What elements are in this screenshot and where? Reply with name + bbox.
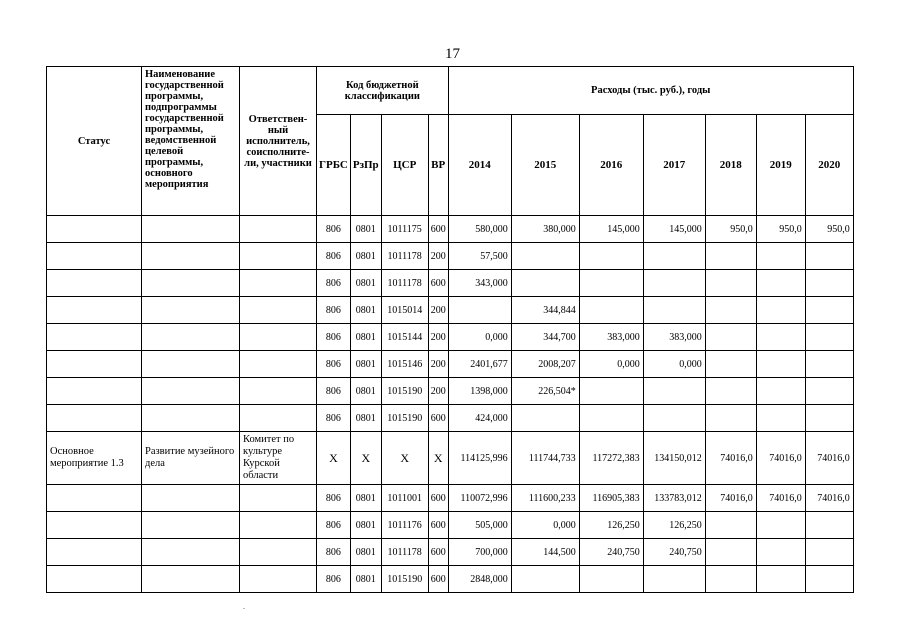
cell-amount — [511, 270, 579, 297]
cell-status — [47, 243, 142, 270]
cell-amount: 2848,000 — [448, 566, 511, 593]
cell-grbs: 806 — [317, 405, 351, 432]
cell-rzpr: 0801 — [350, 270, 381, 297]
cell-csr: 1011178 — [381, 270, 428, 297]
cell-grbs: X — [317, 432, 351, 485]
cell-status — [47, 405, 142, 432]
cell-program-name — [142, 539, 240, 566]
cell-rzpr: 0801 — [350, 485, 381, 512]
cell-amount — [643, 566, 705, 593]
cell-program-name — [142, 405, 240, 432]
cell-rzpr: 0801 — [350, 512, 381, 539]
cell-vr: 200 — [428, 324, 448, 351]
table-row — [47, 297, 854, 324]
cell-amount — [805, 351, 853, 378]
cell-grbs: 806 — [317, 270, 351, 297]
cell-amount — [756, 351, 805, 378]
cell-status — [47, 566, 142, 593]
cell-amount: 580,000 — [448, 216, 511, 243]
cell-vr: 200 — [428, 351, 448, 378]
cell-amount — [805, 270, 853, 297]
cell-amount — [756, 297, 805, 324]
cell-amount: 240,750 — [643, 539, 705, 566]
cell-amount — [705, 297, 756, 324]
scan-speck — [243, 608, 245, 609]
cell-vr: 200 — [428, 378, 448, 405]
cell-program-name — [142, 512, 240, 539]
cell-amount — [705, 270, 756, 297]
cell-executor — [240, 512, 317, 539]
cell-amount: 700,000 — [448, 539, 511, 566]
cell-amount: 950,0 — [756, 216, 805, 243]
cell-amount: 424,000 — [448, 405, 511, 432]
cell-amount: 117272,383 — [579, 432, 643, 485]
cell-amount — [805, 405, 853, 432]
cell-csr: 1011176 — [381, 512, 428, 539]
cell-rzpr: 0801 — [350, 378, 381, 405]
cell-executor — [240, 243, 317, 270]
cell-amount — [756, 512, 805, 539]
cell-amount — [705, 405, 756, 432]
cell-executor — [240, 216, 317, 243]
cell-csr: 1015190 — [381, 566, 428, 593]
page-number: 17 — [445, 46, 460, 62]
cell-rzpr: X — [350, 432, 381, 485]
cell-amount: 134150,012 — [643, 432, 705, 485]
cell-amount — [579, 243, 643, 270]
cell-status — [47, 512, 142, 539]
cell-csr: 1011001 — [381, 485, 428, 512]
cell-program-name — [142, 243, 240, 270]
cell-amount: 126,250 — [579, 512, 643, 539]
cell-rzpr: 0801 — [350, 566, 381, 593]
cell-status — [47, 324, 142, 351]
cell-amount: 2008,207 — [511, 351, 579, 378]
cell-vr: 600 — [428, 566, 448, 593]
table-row — [47, 243, 854, 270]
cell-executor: Комитет по культуре Курской области — [240, 432, 317, 485]
cell-amount: 74016,0 — [805, 485, 853, 512]
cell-grbs: 806 — [317, 351, 351, 378]
cell-grbs: 806 — [317, 297, 351, 324]
cell-amount: 74016,0 — [705, 432, 756, 485]
cell-status — [47, 270, 142, 297]
cell-vr: 600 — [428, 405, 448, 432]
cell-amount: 2401,677 — [448, 351, 511, 378]
cell-amount — [643, 297, 705, 324]
cell-amount: 0,000 — [448, 324, 511, 351]
cell-amount — [756, 270, 805, 297]
cell-amount — [579, 297, 643, 324]
cell-amount: 950,0 — [705, 216, 756, 243]
cell-program-name — [142, 485, 240, 512]
table-row — [47, 216, 854, 243]
header-year: 2017 — [643, 115, 705, 216]
cell-amount: 344,700 — [511, 324, 579, 351]
cell-amount: 126,250 — [643, 512, 705, 539]
cell-amount — [756, 405, 805, 432]
cell-amount — [705, 378, 756, 405]
cell-amount: 383,000 — [579, 324, 643, 351]
cell-status — [47, 378, 142, 405]
budget-table — [46, 66, 854, 593]
cell-amount: 74016,0 — [705, 485, 756, 512]
cell-csr: 1011178 — [381, 243, 428, 270]
cell-program-name — [142, 216, 240, 243]
header-year: 2020 — [805, 115, 853, 216]
header-year: 2015 — [511, 115, 579, 216]
cell-amount: 111600,233 — [511, 485, 579, 512]
table-row — [47, 432, 854, 485]
cell-csr: 1011178 — [381, 539, 428, 566]
cell-program-name — [142, 566, 240, 593]
cell-amount — [643, 243, 705, 270]
cell-amount: 74016,0 — [756, 432, 805, 485]
cell-executor — [240, 378, 317, 405]
cell-vr: 200 — [428, 243, 448, 270]
cell-status — [47, 297, 142, 324]
cell-amount — [579, 378, 643, 405]
cell-vr: 200 — [428, 297, 448, 324]
header-executor: Ответствен-ный исполнитель, соисполните-ли, участники — [240, 67, 317, 216]
cell-amount: 145,000 — [643, 216, 705, 243]
cell-executor — [240, 485, 317, 512]
cell-grbs: 806 — [317, 378, 351, 405]
cell-amount — [511, 243, 579, 270]
cell-amount — [643, 378, 705, 405]
cell-amount: 74016,0 — [756, 485, 805, 512]
table-row — [47, 351, 854, 378]
cell-rzpr: 0801 — [350, 351, 381, 378]
cell-rzpr: 0801 — [350, 243, 381, 270]
cell-grbs: 806 — [317, 243, 351, 270]
cell-amount — [705, 566, 756, 593]
cell-status — [47, 216, 142, 243]
table-row — [47, 405, 854, 432]
cell-amount — [511, 405, 579, 432]
cell-amount: 74016,0 — [805, 432, 853, 485]
cell-program-name — [142, 297, 240, 324]
cell-rzpr: 0801 — [350, 216, 381, 243]
header-expenses: Расходы (тыс. руб.), годы — [448, 67, 853, 115]
cell-amount: 0,000 — [643, 351, 705, 378]
cell-amount: 380,000 — [511, 216, 579, 243]
table-row — [47, 485, 854, 512]
cell-csr: 1011175 — [381, 216, 428, 243]
cell-program-name: Развитие музейного дела — [142, 432, 240, 485]
table-body — [47, 216, 854, 593]
cell-grbs: 806 — [317, 512, 351, 539]
cell-amount — [756, 539, 805, 566]
cell-status: Основное мероприятие 1.3 — [47, 432, 142, 485]
cell-program-name — [142, 351, 240, 378]
cell-vr: 600 — [428, 216, 448, 243]
cell-amount — [705, 351, 756, 378]
cell-amount — [805, 243, 853, 270]
header-rzpr: РзПр — [350, 115, 381, 216]
cell-executor — [240, 566, 317, 593]
cell-csr: X — [381, 432, 428, 485]
cell-amount: 226,504* — [511, 378, 579, 405]
cell-amount — [511, 566, 579, 593]
cell-executor — [240, 297, 317, 324]
header-vr: ВР — [428, 115, 448, 216]
cell-executor — [240, 539, 317, 566]
table-row — [47, 324, 854, 351]
cell-amount — [705, 324, 756, 351]
cell-rzpr: 0801 — [350, 297, 381, 324]
cell-amount — [805, 566, 853, 593]
cell-amount — [756, 324, 805, 351]
cell-csr: 1015014 — [381, 297, 428, 324]
cell-amount: 57,500 — [448, 243, 511, 270]
cell-amount: 116905,383 — [579, 485, 643, 512]
cell-status — [47, 351, 142, 378]
cell-amount: 133783,012 — [643, 485, 705, 512]
cell-vr: 600 — [428, 485, 448, 512]
table-row — [47, 378, 854, 405]
cell-program-name — [142, 270, 240, 297]
header-year: 2018 — [705, 115, 756, 216]
cell-amount — [705, 512, 756, 539]
cell-amount: 950,0 — [805, 216, 853, 243]
cell-amount: 145,000 — [579, 216, 643, 243]
cell-amount: 343,000 — [448, 270, 511, 297]
cell-amount — [579, 270, 643, 297]
cell-program-name — [142, 378, 240, 405]
cell-vr: 600 — [428, 539, 448, 566]
cell-amount — [756, 243, 805, 270]
cell-vr: 600 — [428, 270, 448, 297]
header-budget-code: Код бюджетной классификации — [317, 67, 449, 115]
cell-amount: 0,000 — [579, 351, 643, 378]
cell-status — [47, 485, 142, 512]
cell-amount — [448, 297, 511, 324]
cell-amount: 344,844 — [511, 297, 579, 324]
cell-amount: 0,000 — [511, 512, 579, 539]
cell-grbs: 806 — [317, 539, 351, 566]
cell-amount: 111744,733 — [511, 432, 579, 485]
cell-amount — [643, 270, 705, 297]
cell-csr: 1015190 — [381, 405, 428, 432]
cell-rzpr: 0801 — [350, 539, 381, 566]
cell-amount: 1398,000 — [448, 378, 511, 405]
cell-program-name — [142, 324, 240, 351]
cell-rzpr: 0801 — [350, 405, 381, 432]
cell-amount — [805, 378, 853, 405]
table-row — [47, 270, 854, 297]
cell-executor — [240, 405, 317, 432]
cell-rzpr: 0801 — [350, 324, 381, 351]
cell-amount: 114125,996 — [448, 432, 511, 485]
cell-grbs: 806 — [317, 324, 351, 351]
header-status: Статус — [47, 67, 142, 216]
cell-csr: 1015146 — [381, 351, 428, 378]
cell-csr: 1015144 — [381, 324, 428, 351]
cell-amount: 505,000 — [448, 512, 511, 539]
cell-amount: 110072,996 — [448, 485, 511, 512]
cell-amount — [805, 297, 853, 324]
table-row — [47, 512, 854, 539]
cell-executor — [240, 270, 317, 297]
cell-csr: 1015190 — [381, 378, 428, 405]
cell-amount — [643, 405, 705, 432]
cell-amount — [756, 566, 805, 593]
header-grbs: ГРБС — [317, 115, 351, 216]
cell-vr: 600 — [428, 512, 448, 539]
cell-amount: 240,750 — [579, 539, 643, 566]
cell-amount — [756, 378, 805, 405]
cell-grbs: 806 — [317, 566, 351, 593]
header-year: 2016 — [579, 115, 643, 216]
cell-status — [47, 539, 142, 566]
header-csr: ЦСР — [381, 115, 428, 216]
cell-amount — [705, 243, 756, 270]
header-year: 2019 — [756, 115, 805, 216]
header-program-name: Наименование государственной программы, подпрограммы государственной программы, ведомственной целевой программы, основного мероприятия — [142, 67, 240, 216]
cell-grbs: 806 — [317, 485, 351, 512]
table-row — [47, 539, 854, 566]
table-row — [47, 566, 854, 593]
cell-amount — [579, 566, 643, 593]
cell-amount — [705, 539, 756, 566]
cell-amount: 144,500 — [511, 539, 579, 566]
cell-grbs: 806 — [317, 216, 351, 243]
header-year: 2014 — [448, 115, 511, 216]
cell-amount: 383,000 — [643, 324, 705, 351]
cell-amount — [579, 405, 643, 432]
cell-amount — [805, 324, 853, 351]
cell-amount — [805, 539, 853, 566]
cell-executor — [240, 324, 317, 351]
cell-amount — [805, 512, 853, 539]
cell-executor — [240, 351, 317, 378]
cell-vr: X — [428, 432, 448, 485]
